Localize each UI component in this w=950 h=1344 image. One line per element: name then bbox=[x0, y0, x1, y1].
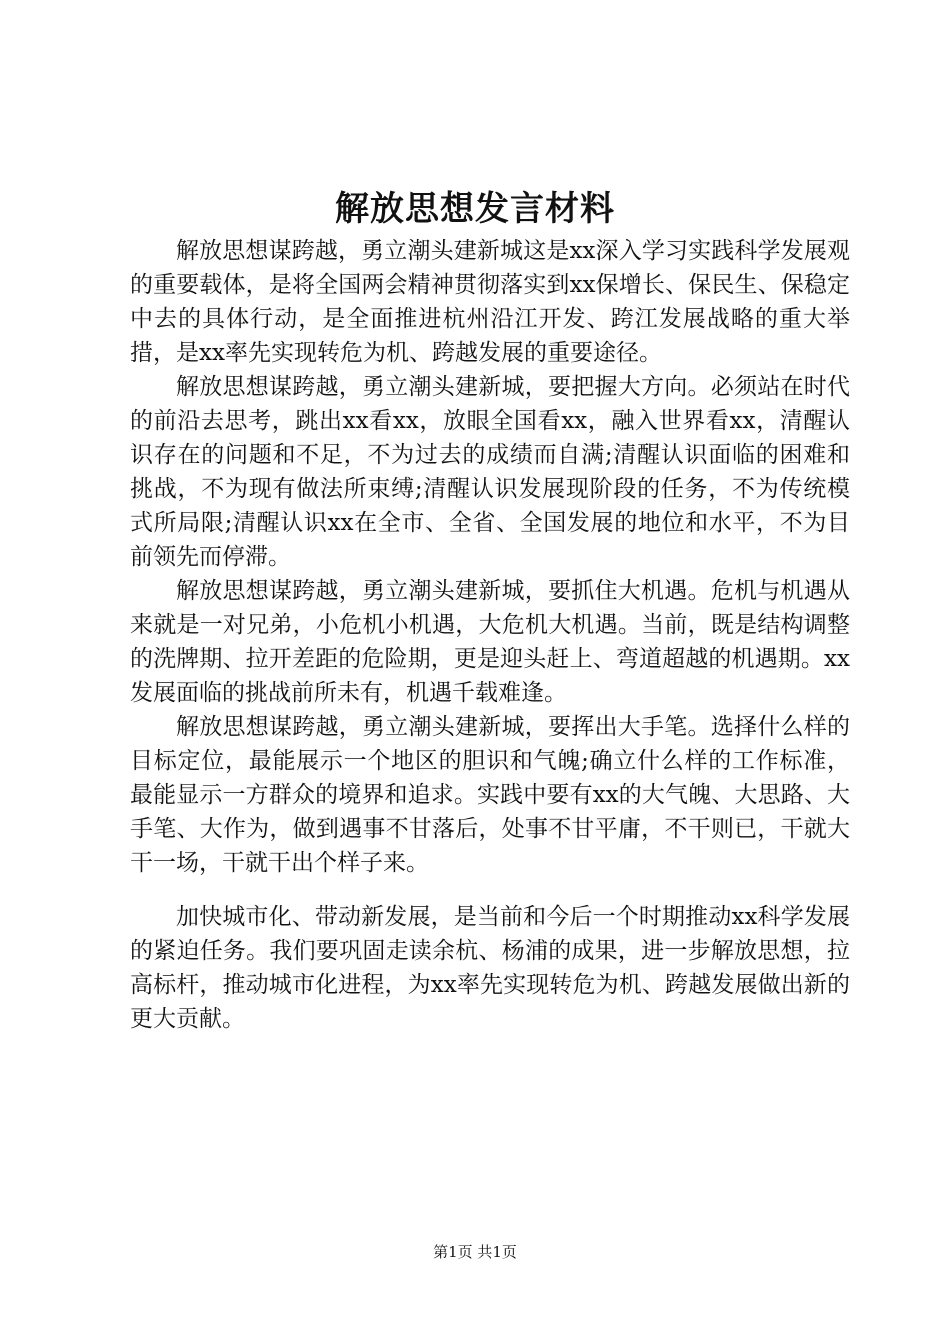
paragraph-gap bbox=[130, 880, 850, 900]
paragraph-3: 解放思想谋跨越，勇立潮头建新城，要抓住大机遇。危机与机遇从来就是一对兄弟，小危机小机遇，大危机大机遇。当前，既是结构调整的洗牌期、拉开差距的危险期，更是迎头赶上、弯道超越的机遇期。xx发展面临的挑战前所未有，机遇千载难逢。 bbox=[130, 578, 850, 706]
paragraph-4: 解放思想谋跨越，勇立潮头建新城，要挥出大手笔。选择什么样的目标定位，最能展示一个地区的胆识和气魄;确立什么样的工作标准，最能显示一方群众的境界和追求。实践中要有xx的大气魄、大思路、大手笔、大作为，做到遇事不甘落后，处事不甘平庸，不干则已，干就大干一场，干就干出个样子来。 bbox=[130, 714, 850, 876]
paragraph-1: 解放思想谋跨越，勇立潮头建新城这是xx深入学习实践科学发展观的重要载体，是将全国两会精神贯彻落实到xx保增长、保民生、保稳定中去的具体行动，是全面推进杭州沿江开发、跨江发展战略的重大举措，是xx率先实现转危为机、跨越发展的重要途径。 bbox=[130, 238, 850, 366]
document-title: 解放思想发言材料 bbox=[335, 189, 615, 229]
paragraph-5: 加快城市化、带动新发展，是当前和今后一个时期推动xx科学发展的紧迫任务。我们要巩固走读余杭、杨浦的成果，进一步解放思想，拉高标杆，推动城市化进程，为xx率先实现转危为机、跨越发展做出新的更大贡献。 bbox=[130, 904, 850, 1032]
document-body bbox=[130, 234, 850, 1036]
page-number-footer: 第1页 共1页 bbox=[433, 1243, 517, 1261]
paragraph-2: 解放思想谋跨越，勇立潮头建新城，要把握大方向。必须站在时代的前沿去思考，跳出xx看xx，放眼全国看xx，融入世界看xx，清醒认识存在的问题和不足，不为过去的成绩而自满;清醒认识面临的困难和挑战，不为现有做法所束缚;清醒认识发展现阶段的任务，不为传统模式所局限;清醒认识xx在全市、全省、全国发展的地位和水平，不为目前领先而停滞。 bbox=[130, 374, 850, 570]
